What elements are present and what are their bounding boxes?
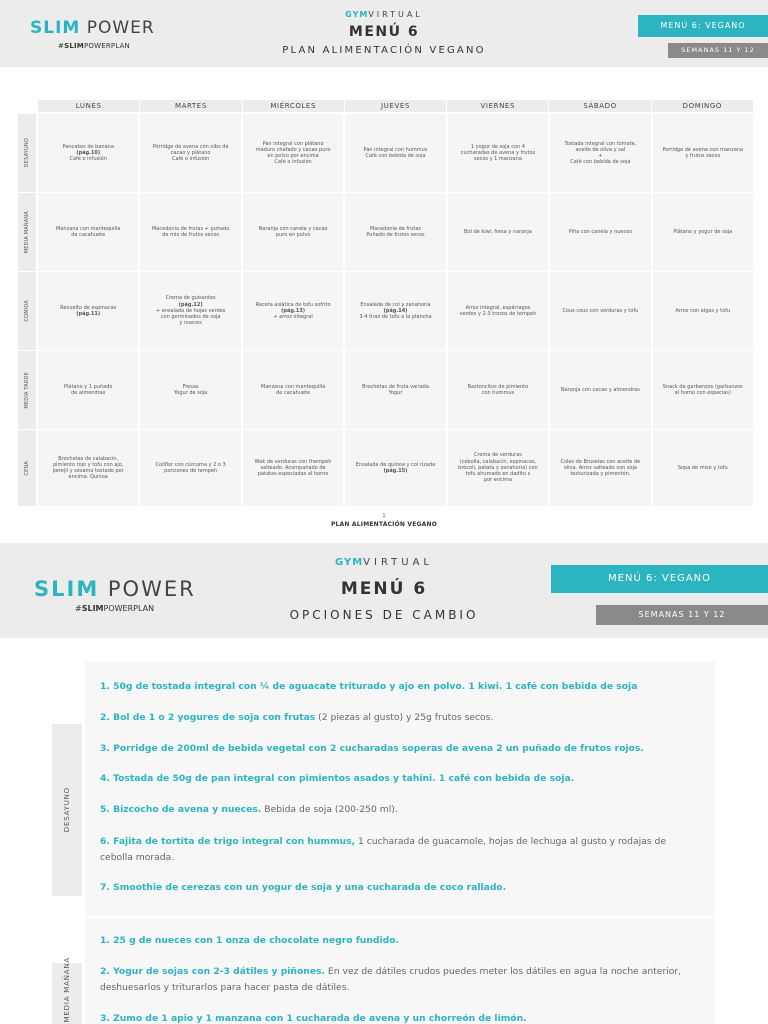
- meal-cell: Ensalada de col y zanahoria (pág.14) 3-4 tiras de tofu a la plancha: [345, 272, 445, 350]
- gymvirtual-logo: GYMVIRTUAL: [334, 557, 434, 568]
- meal-cell: Manzana con mantequilla de cacahuete: [243, 351, 343, 429]
- day-header: LUNES: [38, 100, 139, 112]
- meal-cell: Piña con canela y nueces: [550, 193, 650, 271]
- meal-cell: Coliflor con cúrcuma y 2 o 3 porciones de tempeh: [140, 430, 240, 506]
- meal-cell: Tostada integral con tomate, aceite de oliva y sal + Café con bebida de soja: [550, 114, 650, 192]
- brand-hashtag: #SLIMPOWERPLAN: [58, 42, 130, 50]
- meal-row: [18, 351, 753, 429]
- menu-tag: MENÚ 6: VEGANO: [551, 565, 768, 593]
- gymvirtual-logo: GYMVIRTUAL: [345, 10, 423, 19]
- section-divider: [85, 916, 715, 918]
- option-desayuno-3: 3. Porridge de 200ml de bebida vegetal con 2 cucharadas soperas de avena 2 un puñado de frutos rojos.: [100, 743, 644, 754]
- menu-tag: MENÚ 6: VEGANO: [638, 15, 768, 37]
- section-label-desayuno: DESAYUNO: [52, 724, 82, 896]
- meal-cell: Macedonia de frutas Puñado de frutos secos: [345, 193, 445, 271]
- meal-cell: Cous cous con verduras y tofu: [550, 272, 650, 350]
- days-header: [38, 100, 753, 112]
- meal-cell: Manzana con mantequilla de cacahuete: [38, 193, 138, 271]
- meal-cell: Wok de verduras con thempeh salteado. Acompañado de patatas especiadas al horno: [243, 430, 343, 506]
- meal-cell: Pan integral con hummus Café con bebida de soja: [345, 114, 445, 192]
- meal-cell: Naranja con cacao y almendras: [550, 351, 650, 429]
- meal-label: MEDIA TARDE: [18, 351, 36, 429]
- meal-label: MEDIA MAÑANA: [18, 193, 36, 271]
- section-label-media-manana: MEDIA MAÑANA: [52, 963, 82, 1024]
- meal-cell: Sopa de miso y tofu: [653, 430, 753, 506]
- option-desayuno-6: 6. Fajita de tortita de trigo integral con hummus, 1 cucharada de guacamole, hojas de lechuga al gusto y rodajas de cebolla morada.: [100, 836, 666, 863]
- meal-cell: Bastoncitos de pimiento con hummus: [448, 351, 548, 429]
- meal-cell: Brochetas de calabacín, pimiento rojo y tofu con ajo, perejil y sésamo tostado por encima. Quinoa: [38, 430, 138, 506]
- day-header: JUEVES: [345, 100, 446, 112]
- meal-row: [18, 272, 753, 350]
- meal-label: DESAYUNO: [18, 114, 36, 192]
- weeks-badge: SEMANAS 11 Y 12: [668, 43, 768, 58]
- meal-cell: Arroz integral, espárragos verdes y 2-3 trozos de tempeh: [448, 272, 548, 350]
- meal-row: [18, 114, 753, 192]
- meal-table: [18, 114, 753, 507]
- meal-cell: Plátano y yogur de soja: [653, 193, 753, 271]
- page-number: 1: [382, 513, 386, 519]
- meal-cell: Brochetas de fruta variada Yogur: [345, 351, 445, 429]
- meal-cell: Coles de Bruselas con aceite de oliva. Arroz salteado con soja texturizada y pimentón.: [550, 430, 650, 506]
- meal-cell: Pan integral con plátano maduro chafado y cacao puro en polvo por encima Café o infusión: [243, 114, 343, 192]
- day-header: SÁBADO: [549, 100, 650, 112]
- meal-cell: Pancakes de banana (pág.10) Café o infusión: [38, 114, 138, 192]
- day-header: VIERNES: [447, 100, 548, 112]
- option-media-manana-2: 2. Yogur de sojas con 2-3 dátiles y piñones. En vez de dátiles crudos puedes meter los dátiles en agua la noche anterior, deshuesarlos y triturarlos para hacer pasta de dátiles.: [100, 966, 682, 993]
- day-header: DOMINGO: [652, 100, 753, 112]
- meal-label: COMIDA: [18, 272, 36, 350]
- option-desayuno-2: 2. Bol de 1 o 2 yogures de soja con frutas (2 piezas al gusto) y 25g frutos secos.: [100, 712, 494, 723]
- brand-logo: SLIM POWER: [34, 577, 196, 601]
- meal-cell: Bol de kiwi, fresa y naranja: [448, 193, 548, 271]
- meal-cell: Receta asiática de tofu sofrito (pág.13) + arroz integral: [243, 272, 343, 350]
- weeks-badge: SEMANAS 11 Y 12: [596, 605, 768, 625]
- day-header: MARTES: [140, 100, 241, 112]
- meal-label: CENA: [18, 430, 36, 506]
- meal-cell: Naranja con canela y cacao puro en polvo: [243, 193, 343, 271]
- options-subtitle: OPCIONES DE CAMBIO: [289, 608, 479, 622]
- menu-title: MENÚ 6: [348, 24, 420, 40]
- meal-cell: Crema de verduras (cebolla, calabacín, espinacas, brócoli, patata y zanahoria) con tofu ahumado en dadito s por encima: [448, 430, 548, 506]
- brand-logo: SLIM POWER: [30, 18, 155, 38]
- meal-cell: Arroz con algas y tofu: [653, 272, 753, 350]
- option-desayuno-5: 5. Bizcocho de avena y nueces. Bebida de soja (200-250 ml).: [100, 804, 398, 815]
- meal-cell: Snack de garbanzos (garbanzos al horno con especias): [653, 351, 753, 429]
- meal-cell: Revuelto de espinacas (pág.11): [38, 272, 138, 350]
- option-desayuno-4: 4. Tostada de 50g de pan integral con pimientos asados y tahini. 1 café con bebida de soja.: [100, 773, 575, 784]
- menu-title: MENÚ 6: [340, 579, 428, 599]
- meal-cell: Plátano y 1 puñado de almendras: [38, 351, 138, 429]
- meal-row: [18, 430, 753, 506]
- meal-cell: 1 yogur de soja con 4 cucharadas de avena y frutos secos y 1 manzana: [448, 114, 548, 192]
- meal-row: [18, 193, 753, 271]
- meal-cell: Crema de guisantes (pág.12) + ensalada de hojas verdes con germinados de soja y nueces: [140, 272, 240, 350]
- option-desayuno-7: 7. Smoothie de cerezas con un yogur de soja y una cucharada de coco rallado.: [100, 882, 507, 893]
- brand-hashtag: #SLIMPOWERPLAN: [75, 604, 155, 613]
- option-media-manana-1: 1. 25 g de nueces con 1 onza de chocolate negro fundido.: [100, 935, 399, 946]
- option-media-manana-3: 3. Zumo de 1 apio y 1 manzana con 1 cucharada de avena y un chorreón de limón.: [100, 1013, 527, 1024]
- day-header: MIÉRCOLES: [243, 100, 344, 112]
- option-desayuno-1: 1. 50g de tostada integral con ¼ de aguacate triturado y ajo en polvo. 1 kiwi. 1 café con bebida de soja: [100, 681, 638, 692]
- meal-cell: Fresas Yogur de soja: [140, 351, 240, 429]
- meal-cell: Macedonia de frutas + puñado de mix de frutos secos: [140, 193, 240, 271]
- meal-cell: Porridge de avena con manzana y frutos secos: [653, 114, 753, 192]
- page-footer: PLAN ALIMENTACIÓN VEGANO: [330, 521, 438, 528]
- plan-subtitle: PLAN ALIMENTACIÓN VEGANO: [282, 45, 486, 56]
- meal-cell: Ensalada de quinoa y col rizada (pág.15): [345, 430, 445, 506]
- meal-cell: Porridge de avena con nibs de cacao y plátano Café o infusión: [140, 114, 240, 192]
